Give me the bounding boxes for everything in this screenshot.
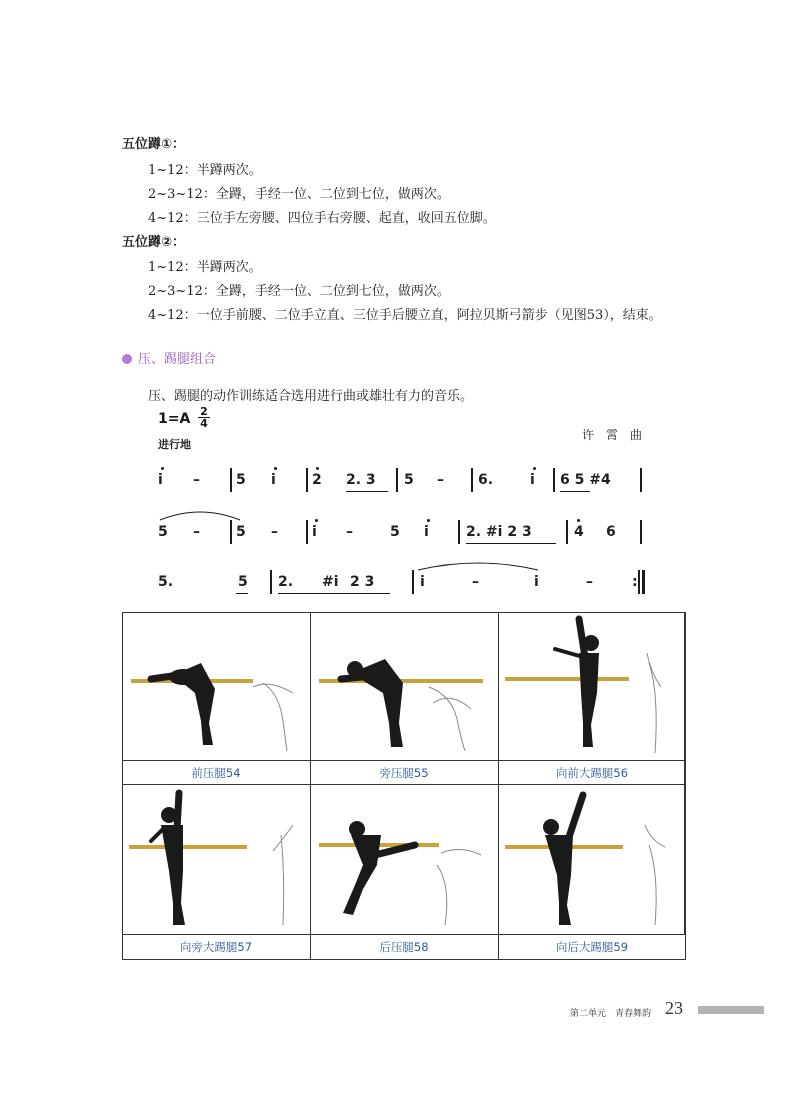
note: –: [193, 472, 200, 488]
score-time-signature: [198, 406, 210, 429]
note: :: [632, 574, 638, 590]
footer-unit: 第二单元 青春舞韵: [570, 1009, 652, 1019]
note: 5: [390, 524, 400, 540]
dancer-back-press-photo-icon: [311, 785, 497, 933]
barline: [306, 468, 308, 492]
figure-grid: [122, 612, 686, 960]
barline: [642, 570, 645, 594]
note-dot: [427, 519, 430, 522]
caption-cell-6: [499, 935, 685, 959]
note: –: [586, 574, 593, 590]
score-time-bottom: 4: [198, 417, 210, 429]
note: 5: [404, 472, 414, 488]
dancer-front-kick-photo-icon: [499, 613, 685, 759]
score-composer: 许 霄 曲: [582, 428, 643, 442]
note: #i: [322, 574, 339, 590]
barline: [640, 520, 642, 544]
score-key: [158, 411, 190, 427]
barline: [458, 520, 460, 544]
figure-caption-6: 向后大踢腿59: [555, 940, 629, 954]
dancer-side-press-photo-icon: [311, 613, 497, 759]
section2-line-2: 2~3~12：全蹲，手经一位、二位到七位，做两次。: [148, 284, 450, 299]
figure-caption-5: 后压腿58: [379, 940, 429, 954]
figure-cell-5: [311, 785, 499, 935]
score-key-text: 1=A: [158, 411, 191, 427]
page-number: 23: [665, 998, 683, 1018]
note: –: [472, 574, 479, 590]
note: –: [193, 524, 200, 540]
note: 5: [158, 524, 168, 540]
note: 2: [312, 472, 322, 488]
caption-cell-1: [123, 761, 311, 785]
note: 6.: [478, 472, 494, 488]
dancer-back-kick-photo-icon: [499, 785, 685, 933]
note: i: [530, 472, 535, 488]
note: –: [271, 524, 278, 540]
note: i: [158, 472, 163, 488]
caption-cell-4: [123, 935, 311, 959]
barline: [396, 468, 398, 492]
intro-text: 压、踢腿的动作训练适合选用进行曲或雄壮有力的音乐。: [148, 389, 474, 404]
note-dot: [274, 467, 277, 470]
figure-caption-1: 前压腿54: [191, 766, 241, 780]
figure-caption-3: 向前大踢腿56: [555, 766, 629, 780]
section2-title: 五位蹲②：: [122, 235, 186, 250]
figure-cell-2: [311, 613, 499, 761]
note: i: [424, 524, 429, 540]
note-dot: [161, 467, 164, 470]
barline: [638, 570, 640, 594]
note: 2. #i 2 3: [466, 524, 532, 540]
dancer-front-press-photo-icon: [123, 613, 309, 759]
section1-line-3: 4~12：三位手左旁腰、四位手右旁腰、起直，收回五位脚。: [148, 211, 496, 226]
note: i: [271, 472, 276, 488]
note: –: [346, 524, 353, 540]
note-dot: [316, 467, 319, 470]
caption-cell-2: [311, 761, 499, 785]
score-time-top: 2: [200, 405, 208, 418]
caption-cell-5: [311, 935, 499, 959]
note: 2.: [278, 574, 294, 590]
note: i: [420, 574, 425, 590]
section-heading: [122, 348, 216, 367]
figure-cell-6: [499, 785, 685, 935]
note: 6 5 #4: [560, 472, 611, 488]
note: 2 3: [350, 574, 375, 590]
note-dot: [533, 467, 536, 470]
barline: [270, 570, 272, 594]
note: i: [312, 524, 317, 540]
underline: [236, 593, 248, 594]
underline: [278, 593, 390, 594]
barline: [553, 468, 555, 492]
note-dot: [315, 519, 318, 522]
bullet-icon: [122, 354, 132, 364]
footer-bar: [698, 1006, 764, 1014]
underline: [466, 543, 556, 544]
barline: [412, 570, 414, 594]
caption-cell-3: [499, 761, 685, 785]
note: 5: [236, 524, 246, 540]
note: i: [534, 574, 539, 590]
barline: [566, 520, 568, 544]
section2-line-3: 4~12：一位手前腰、二位手立直、三位手后腰立直，阿拉贝斯弓箭步（见图53），结束。: [148, 308, 662, 323]
figure-caption-4: 向旁大踢腿57: [179, 940, 253, 954]
figure-caption-2: 旁压腿55: [379, 766, 429, 780]
figure-cell-4: [123, 785, 311, 935]
note-dot: [577, 519, 580, 522]
barline: [230, 468, 232, 492]
section-heading-text: 压、踢腿组合: [138, 352, 217, 367]
dancer-side-kick-photo-icon: [123, 785, 309, 933]
note: –: [437, 472, 444, 488]
note: 5: [238, 574, 248, 590]
underline: [560, 491, 590, 492]
barline: [471, 468, 473, 492]
section1-title: 五位蹲①：: [122, 137, 186, 152]
section1-line-1: 1~12：半蹲两次。: [148, 163, 262, 178]
note: 4: [574, 524, 584, 540]
barline: [230, 520, 232, 544]
section2-line-1: 1~12：半蹲两次。: [148, 260, 262, 275]
note: 5: [236, 472, 246, 488]
note: 6: [606, 524, 616, 540]
barline: [306, 520, 308, 544]
figure-cell-3: [499, 613, 685, 761]
section1-line-2: 2~3~12：全蹲，手经一位、二位到七位，做两次。: [148, 187, 450, 202]
underline: [346, 491, 388, 492]
score-tempo: 进行地: [158, 438, 191, 451]
barline: [640, 468, 642, 492]
note: 5.: [158, 574, 174, 590]
figure-cell-1: [123, 613, 311, 761]
note: 2. 3: [346, 472, 376, 488]
